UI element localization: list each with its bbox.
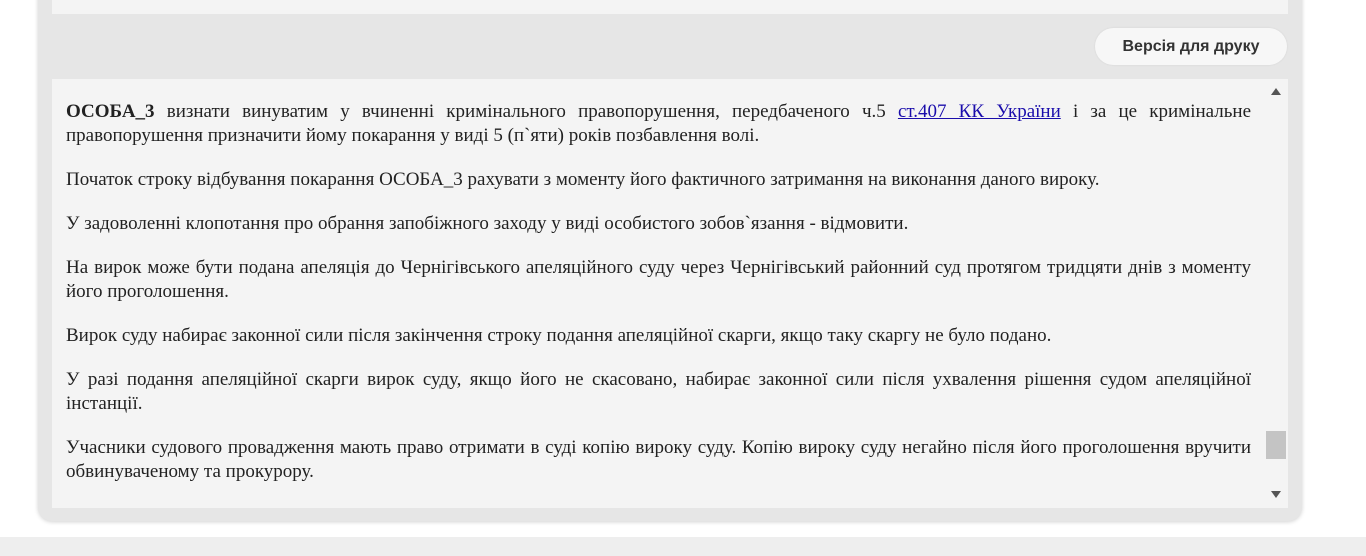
vertical-scrollbar[interactable] <box>1264 79 1288 508</box>
appeal-legal-force-paragraph: У разі подання апеляційної скарги вирок суду, якщо його не скасовано, набирає законної сили після ухвалення рішення судом апеляційної інстанції. <box>66 369 1251 414</box>
copy-delivery-paragraph: Учасники судового провадження мають право отримати в суді копію вироку суду. Копію вироку суду негайно після його проголошення вручити обвинуваченому та прокурору. <box>66 437 1251 482</box>
preventive-measure-paragraph: У задоволенні клопотання про обрання запобіжного заходу у виді особистого зобов`язання - відмовити. <box>66 213 909 234</box>
previous-section-strip <box>52 0 1288 14</box>
document-panel <box>38 0 1302 521</box>
verdict-paragraph <box>66 100 1251 148</box>
verdict-text-after-link: і за це кримінальне правопорушення призначити йому покарання у виді 5 (п`яти) років позбавлення волі. <box>66 101 1252 146</box>
sentence-start-paragraph: Початок строку відбування покарання ОСОБА_3 рахувати з моменту його фактичного затримання на виконання даного вироку. <box>66 169 1100 190</box>
scrollbar-thumb[interactable] <box>1266 431 1286 459</box>
legal-force-paragraph: Вирок суду набирає законної сили після закінчення строку подання апеляційної скарги, якщо таку скаргу не було подано. <box>66 325 1052 346</box>
page-bottom-band <box>0 537 1366 556</box>
appeal-paragraph: На вирок може бути подана апеляція до Чернігівського апеляційного суду через Чернігівський районний суд протягом тридцяти днів з моменту його проголошення. <box>66 257 1251 302</box>
criminal-code-article-link[interactable]: ст.407 КК України <box>897 101 1061 122</box>
print-version-button[interactable]: Версія для друку <box>1095 28 1287 65</box>
verdict-text-before-link: визнати винуватим у вчиненні кримінального правопорушення, передбаченого ч.5 <box>154 101 898 122</box>
scroll-up-arrow-icon[interactable] <box>1271 88 1281 95</box>
person-name: ОСОБА_3 <box>66 101 155 122</box>
document-content <box>66 79 1251 504</box>
document-text-area[interactable] <box>52 79 1288 508</box>
scroll-down-arrow-icon[interactable] <box>1271 491 1281 498</box>
